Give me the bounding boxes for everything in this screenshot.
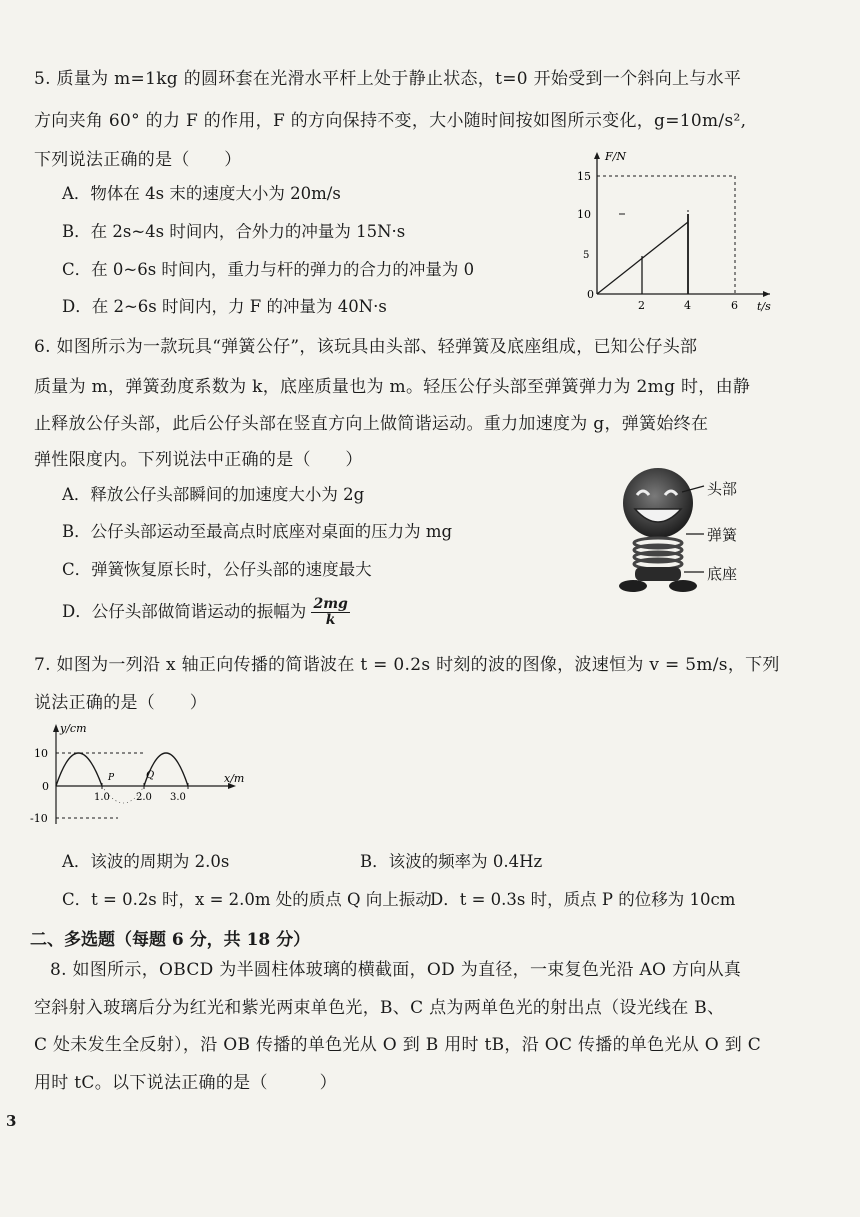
q7-graph-ytick-0: 0 [42, 780, 49, 793]
q5-force-time-graph [575, 148, 775, 313]
q6-figure-pointer-lines [680, 480, 710, 580]
q5-stem-line1: 5. 质量为 m=1kg 的圆环套在光滑水平杆上处于静止状态，t=0 开始受到一个斜向上与水平 [34, 69, 742, 89]
q6-stem-line4: 弹性限度内。下列说法中正确的是（ ） [34, 450, 363, 470]
q7-graph-point-p: P [108, 773, 115, 783]
q8-stem-line1: 8. 如图所示，OBCD 为半圆柱体玻璃的横截面，OD 为直径，一束复色光沿 AO 方向从真 [50, 960, 742, 980]
q6-option-d [62, 597, 350, 628]
q5-graph-xtick-0: 0 [587, 288, 594, 301]
q5-graph-y-label: F/N [605, 150, 626, 163]
q6-fraction-denominator: k [325, 612, 336, 628]
q7-option-d: D．t = 0.3s 时，质点 P 的位移为 10cm [430, 890, 736, 909]
q6-stem-line1: 6. 如图所示为一款玩具“弹簧公仔”，该玩具由头部、轻弹簧及底座组成，已知公仔头部 [34, 337, 698, 357]
q7-graph-point-q: Q [146, 770, 155, 781]
q5-option-c: C．在 0~6s 时间内，重力与杆的弹力的合力的冲量为 0 [62, 260, 475, 279]
q5-graph-ytick-15: 15 [577, 170, 591, 183]
q6-option-b: B．公仔头部运动至最高点时底座对桌面的压力为 mg [62, 522, 453, 541]
q7-graph-xtick-3: 3.0 [170, 792, 186, 803]
q5-option-b: B．在 2s~4s 时间内，合外力的冲量为 15N·s [62, 222, 406, 241]
q8-stem-line3: C 处未发生全反射），沿 OB 传播的单色光从 O 到 B 用时 tB，沿 OC 传播的单色光从 O 到 C [34, 1035, 762, 1055]
q6-label-head: 头部 [707, 480, 738, 498]
q6-option-c: C．弹簧恢复原长时，公仔头部的速度最大 [62, 560, 372, 579]
q7-wave-graph [28, 720, 258, 832]
page-number: 3 [6, 1112, 17, 1130]
q6-label-base: 底座 [707, 565, 738, 583]
q7-graph-x-label: x/m [224, 772, 245, 785]
q7-stem-line1: 7. 如图为一列沿 x 轴正向传播的简谐波在 t = 0.2s 时刻的波的图像，波速恒为 v = 5m/s，下列 [34, 655, 780, 675]
q5-graph-x-label: t/s [757, 300, 771, 313]
q8-stem-line2: 空斜射入玻璃后分为红光和紫光两束单色光，B、C 点为两单色光的射出点（设光线在 B、 [34, 998, 725, 1018]
q5-graph-ytick-5: 5 [583, 250, 590, 261]
q6-option-a: A．释放公仔头部瞬间的加速度大小为 2g [62, 485, 365, 504]
q6-fraction-numerator: 2mg [313, 596, 348, 612]
q5-option-a: A．物体在 4s 末的速度大小为 20m/s [62, 184, 341, 203]
q7-graph-xtick-1: 1.0 [94, 792, 110, 803]
q7-graph-ytick-10: 10 [34, 747, 48, 760]
q7-option-a: A．该波的周期为 2.0s [62, 852, 230, 871]
q6-stem-line3: 止释放公仔头部，此后公仔头部在竖直方向上做简谐运动。重力加速度为 g，弹簧始终在 [34, 414, 709, 434]
q5-graph-xtick-6: 6 [731, 299, 738, 312]
q6-stem-line2: 质量为 m，弹簧劲度系数为 k，底座质量也为 m。轻压公仔头部至弹簧弹力为 2mg 时，由静 [34, 377, 751, 397]
q8-stem-line4: 用时 tC。以下说法正确的是（ ） [34, 1073, 337, 1093]
q7-graph-y-label: y/cm [60, 722, 87, 735]
q6-amplitude-fraction [311, 597, 349, 628]
q5-stem-line2: 方向夹角 60° 的力 F 的作用，F 的方向保持不变，大小随时间按如图所示变化，g=10m/s², [34, 111, 747, 131]
section-multiple-choice-title: 二、多选题（每题 6 分，共 18 分） [30, 930, 311, 950]
q5-graph-xtick-4: 4 [684, 299, 691, 312]
q7-option-b: B．该波的频率为 0.4Hz [360, 852, 543, 871]
q6-label-spring: 弹簧 [707, 526, 738, 544]
q5-graph-xtick-2: 2 [638, 299, 645, 312]
q6-option-d-text: D．公仔头部做简谐运动的振幅为 [62, 602, 307, 621]
q7-option-c: C．t = 0.2s 时，x = 2.0m 处的质点 Q 向上振动 [62, 890, 432, 909]
q5-graph-ytick-10: 10 [577, 208, 591, 221]
q5-stem-line3: 下列说法正确的是（ ） [34, 150, 242, 170]
q7-stem-line2: 说法正确的是（ ） [34, 693, 207, 713]
q5-option-d: D．在 2~6s 时间内，力 F 的冲量为 40N·s [62, 297, 387, 316]
q7-graph-ytick-neg10: -10 [30, 812, 48, 825]
q7-graph-xtick-2: 2.0 [136, 792, 152, 803]
